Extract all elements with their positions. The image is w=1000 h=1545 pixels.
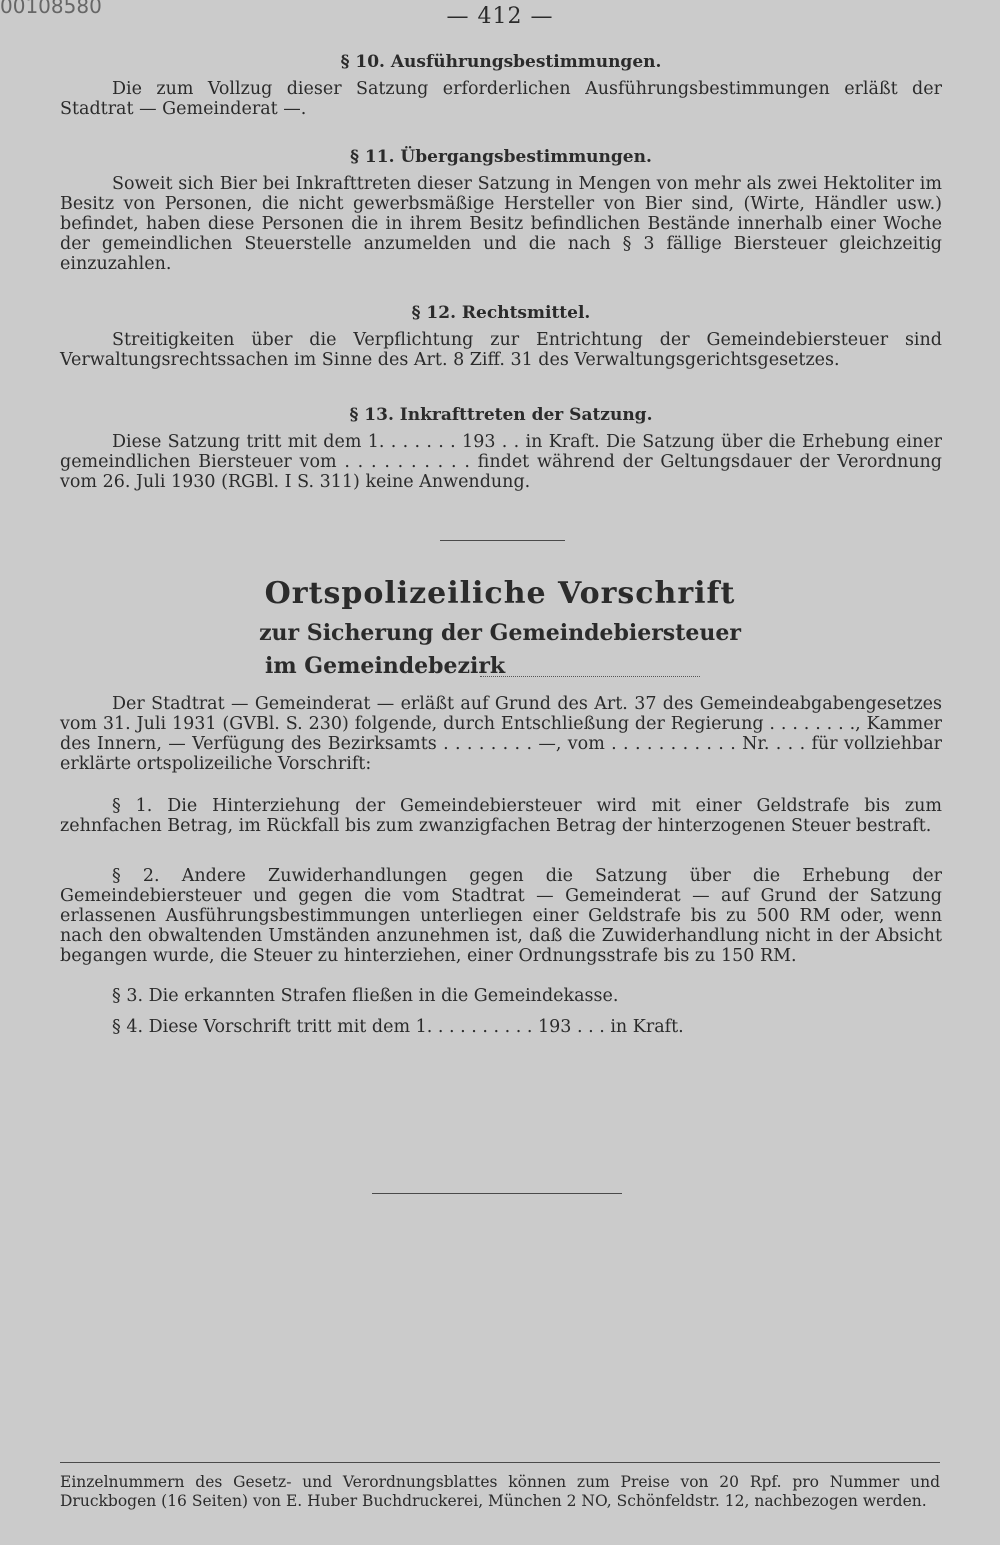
section-text: Soweit sich Bier bei Inkrafttreten dieser Satzung in Mengen von mehr als zwei Hektoliter im Besitz von Personen, die nicht gewerbsmäßige Hersteller von Bier sind, (Wirte, Händler usw.) befindet, haben diese Personen die in ihrem Besitz befindlichen Bestände innerhalb einer Woche der gemeindlichen Steuerstelle anzumelden und die nach § 3 fällige Biersteuer gleichzeitig einzuzahlen. (60, 174, 942, 274)
section-10 (60, 52, 942, 119)
ordinance-title: Ortspolizeiliche Vorschrift (264, 576, 736, 611)
paragraph-2 (60, 866, 942, 966)
preamble-text: Der Stadtrat — Gemeinderat — erläßt auf Grund des Art. 37 des Gemeindeabgabengesetzes vom 31. Juli 1931 (GVBl. S. 230) folgende, durch Entschließung der Regierung . . . . . . . ., Kammer des Innern, — Verfügung des Bezirksamts . . . . . . . . —, vom . . . . . . . . . . . Nr. . . . für vollziehbar erklärte ortspolizeiliche Vorschrift: (60, 694, 942, 774)
section-heading: § 12. Rechtsmittel. (411, 303, 591, 323)
section-heading: § 10. Ausführungsbestimmungen. (340, 52, 662, 72)
footer-rule (60, 1462, 940, 1463)
paragraph-text: § 1. Die Hinterziehung der Gemeindebiersteuer wird mit einer Geldstrafe bis zum zehnfachen Betrag, im Rückfall bis zum zwanzigfachen Betrag der hinterzogenen Steuer bestraft. (60, 796, 942, 836)
paragraph-text: § 3. Die erkannten Strafen fließen in die Gemeindekasse. (112, 986, 619, 1006)
paragraph-text: § 2. Andere Zuwiderhandlungen gegen die Satzung über die Erhebung der Gemeindebiersteuer und gegen die vom Stadtrat — Gemeinderat — auf Grund der Satzung erlassenen Ausführungsbestimmungen unterliegen einer Geldstrafe bis zu 500 RM oder, wenn nach den obwaltenden Umständen anzunehmen ist, daß die Zuwiderhandlung nicht in der Absicht begangen wurde, die Steuer zu hinterziehen, einer Ordnungsstrafe bis zu 150 RM. (60, 866, 942, 966)
section-text: Die zum Vollzug dieser Satzung erforderlichen Ausführungsbestimmungen erläßt der Stadtrat — Gemeinderat —. (60, 79, 942, 119)
ordinance-district: im Gemeindebezirk (265, 653, 506, 679)
page-number: — 412 — (446, 4, 554, 29)
district-fill-line (480, 676, 700, 677)
paragraph-1 (60, 796, 942, 836)
footer-note: Einzelnummern des Gesetz- und Verordnungsblattes können zum Preise von 20 Rpf. pro Nummer und Druckbogen (16 Seiten) von E. Huber Buchdruckerei, München 2 NO, Schönfeldstr. 12, nachbezogen werden. (60, 1473, 940, 1510)
closing-divider (372, 1193, 622, 1194)
section-text: Streitigkeiten über die Verpflichtung zur Entrichtung der Gemeindebiersteuer sind Verwaltungsrechtssachen im Sinne des Art. 8 Ziff. 31 des Verwaltungsgerichtsgesetzes. (60, 330, 942, 370)
section-13 (60, 405, 942, 492)
section-text: Diese Satzung tritt mit dem 1. . . . . . . 193 . . in Kraft. Die Satzung über die Erhebung einer gemeindlichen Biersteuer vom . . . . . . . . . . findet während der Geltungsdauer der Verordnung vom 26. Juli 1930 (RGBl. I S. 311) keine Anwendung. (60, 432, 942, 492)
section-divider (440, 540, 565, 541)
ordinance-subtitle: zur Sicherung der Gemeindebiersteuer (259, 620, 741, 646)
paragraph-3 (60, 986, 942, 1006)
section-11 (60, 147, 942, 274)
section-heading: § 13. Inkrafttreten der Satzung. (349, 405, 653, 425)
paragraph-text: § 4. Diese Vorschrift tritt mit dem 1. . . . . . . . . . 193 . . . in Kraft. (112, 1017, 684, 1037)
section-heading: § 11. Übergangsbestimmungen. (350, 147, 652, 167)
preamble-block (60, 694, 942, 774)
archive-id: 00108580 (0, 0, 102, 18)
paragraph-4 (60, 1017, 942, 1037)
section-12 (60, 303, 942, 370)
